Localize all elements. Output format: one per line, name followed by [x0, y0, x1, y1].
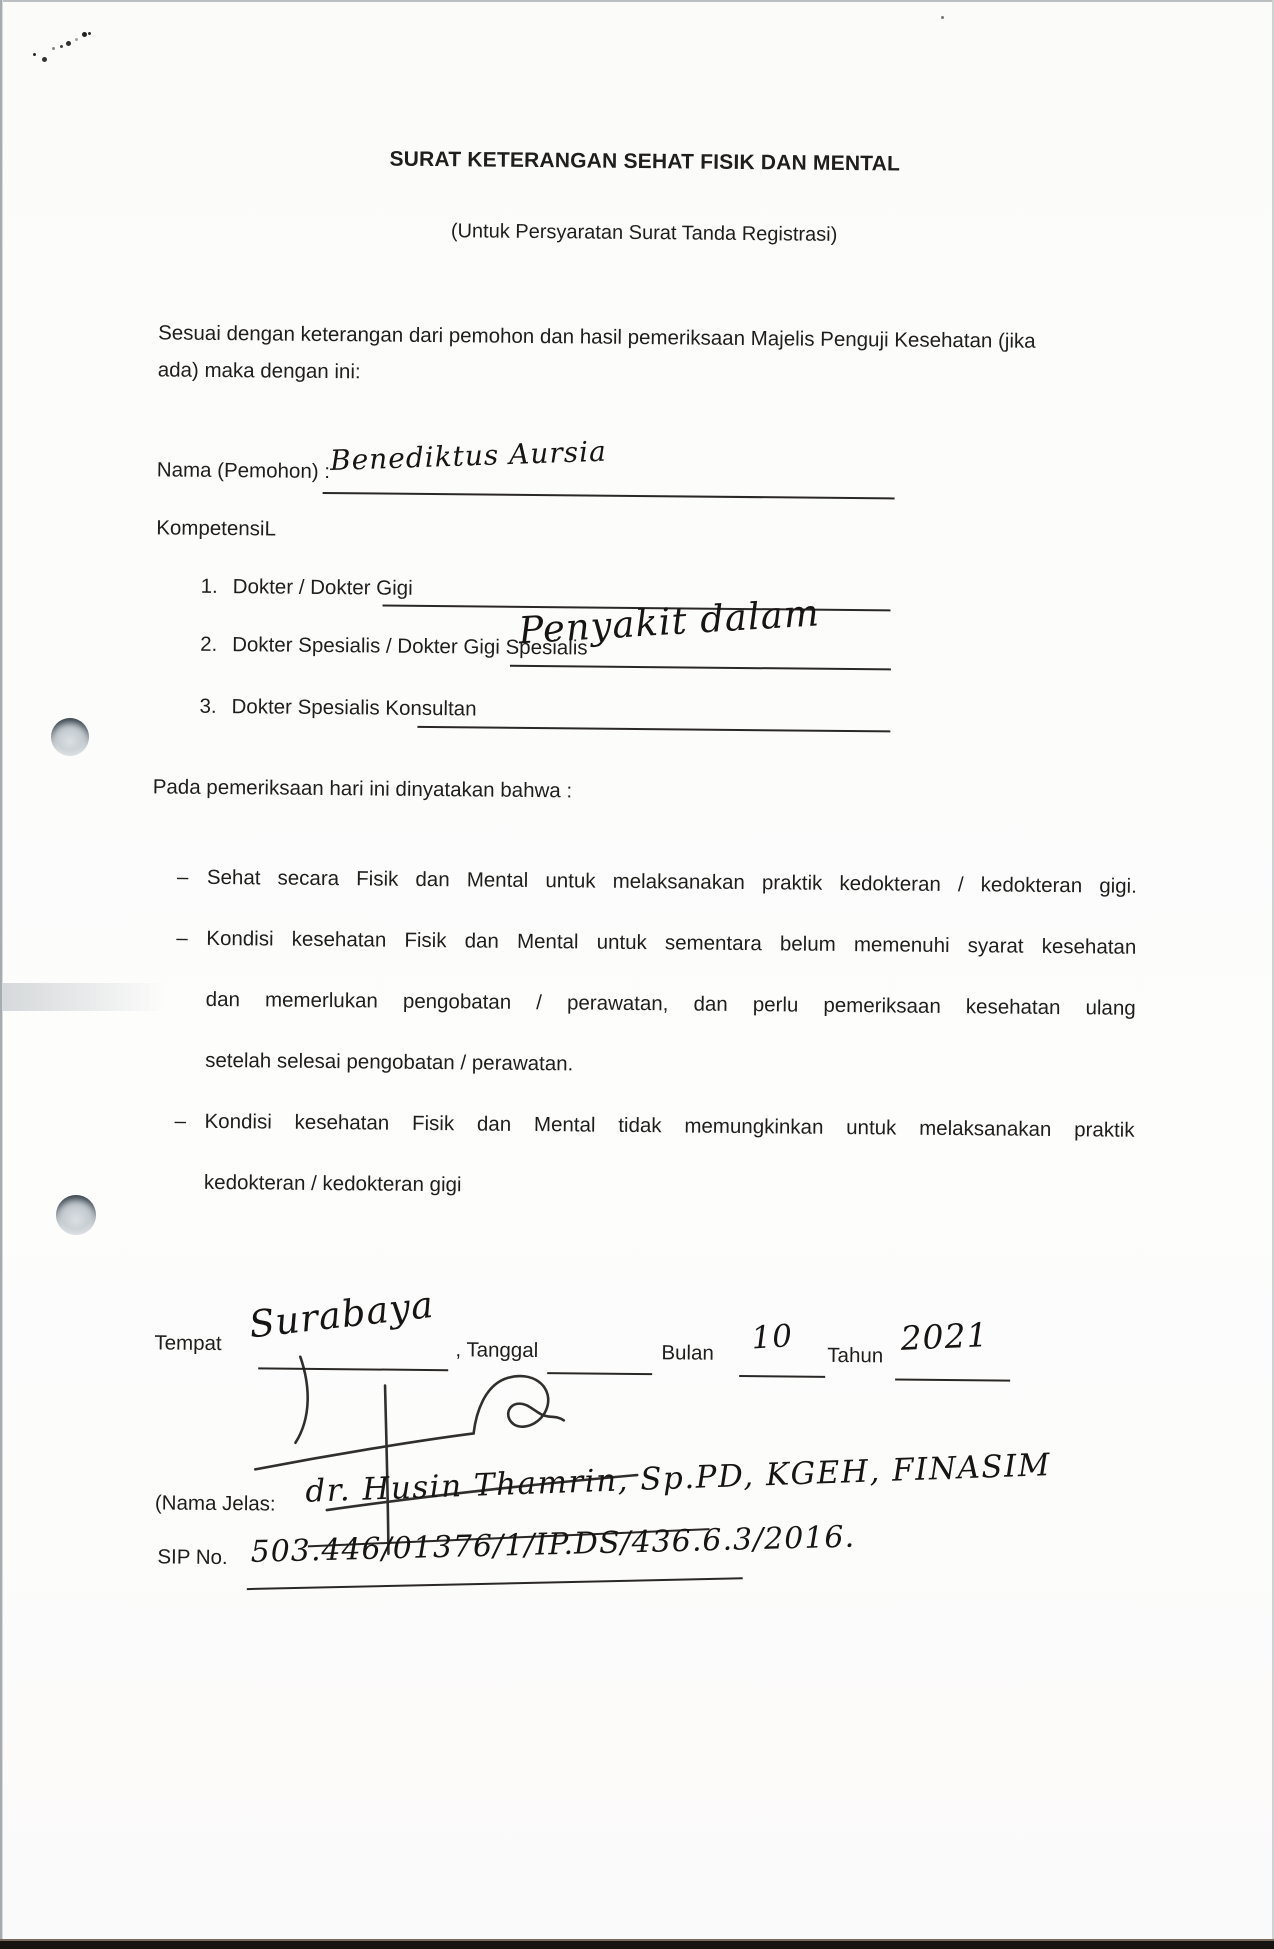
bulan-handwritten-value: 10	[750, 1318, 795, 1357]
tahun-handwritten-value: 2021	[899, 1315, 990, 1358]
competency-item-3-underline	[417, 693, 890, 733]
document-subtitle: (Untuk Persyaratan Surat Tanda Registrasi)	[450, 220, 838, 246]
statement-line: setelah selesai pengobatan / perawatan.	[205, 1048, 574, 1076]
competency-item-3-label: Dokter Spesialis Konsultan	[231, 695, 477, 721]
statement-line: dan memerlukan pengobatan / perawatan, dan perlu pemeriksaan kesehatan ulang	[205, 987, 1136, 1020]
statement-list	[174, 847, 1137, 1222]
competency-heading: KompetensiL	[156, 516, 277, 541]
statement-item	[174, 1091, 1135, 1222]
nama-jelas-handwritten-value: dr. Husin Thamrin, Sp.PD, KGEH, FINASIM	[304, 1447, 1052, 1510]
bullet-dash: –	[174, 1109, 187, 1133]
statement-item	[175, 908, 1137, 1100]
statement-heading: Pada pemeriksaan hari ini dinyatakan bahwa :	[152, 775, 573, 803]
scan-edge-bottom-band	[0, 1941, 1274, 1949]
intro-line-2: ada) maka dengan ini:	[157, 358, 361, 384]
statement-line: Kondisi kesehatan Fisik dan Mental untuk sementara belum memenuhi syarat kesehatan	[206, 926, 1137, 959]
tahun-label: Tahun	[827, 1343, 884, 1368]
ink-specks	[33, 53, 36, 56]
signature-flourish	[255, 1374, 564, 1473]
document-title: SURAT KETERANGAN SEHAT FISIK DAN MENTAL	[389, 147, 901, 176]
punch-hole-top	[51, 718, 89, 756]
competency-item-1-label: Dokter / Dokter Gigi	[232, 575, 413, 600]
ink-speck-top-right	[941, 16, 944, 19]
statement-line: Kondisi kesehatan Fisik dan Mental tidak memungkinkan untuk melaksanakan praktik	[204, 1109, 1135, 1142]
nama-jelas-label: (Nama Jelas:	[154, 1491, 276, 1516]
bulan-label: Bulan	[661, 1341, 714, 1365]
competency-item-2-label: Dokter Spesialis / Dokter Gigi Spesialis	[232, 633, 588, 660]
statement-item	[177, 847, 1138, 917]
tempat-label: Tempat	[154, 1331, 222, 1356]
competency-item-2-number: 2.	[200, 632, 218, 656]
competency-item-1-number: 1.	[200, 574, 218, 598]
bullet-dash: –	[176, 865, 189, 889]
scan-edge-top	[0, 0, 1274, 2]
sip-handwritten-value: 503.446/01376/1/IP.DS/436.6.3/2016.	[250, 1519, 856, 1570]
name-label: Nama (Pemohon) :	[156, 458, 331, 484]
punch-hole-bottom	[56, 1195, 96, 1235]
statement-line: Sehat secara Fisik dan Mental untuk melaksanakan praktik kedokteran / kedokteran gigi.	[206, 865, 1137, 898]
tanggal-label: , Tanggal	[455, 1338, 539, 1363]
signature-descender	[295, 1357, 308, 1443]
competency-item-2-handwritten-value: Penyakit dalam	[517, 591, 821, 653]
scan-edge-left-light	[2, 0, 3, 1949]
bullet-dash: –	[176, 926, 188, 950]
sip-label: SIP No.	[157, 1545, 228, 1570]
statement-line: kedokteran / kedokteran gigi	[203, 1170, 462, 1197]
intro-line-1: Sesuai dengan keterangan dari pemohon dan hasil pemeriksaan Majelis Penguji Kesehatan (jika	[158, 321, 1036, 353]
name-handwritten-value: Benediktus Aursia	[329, 434, 608, 478]
tempat-handwritten-value: Surabaya	[246, 1282, 437, 1347]
competency-item-3-number: 3.	[199, 694, 217, 718]
scan-smudge	[0, 983, 165, 1011]
